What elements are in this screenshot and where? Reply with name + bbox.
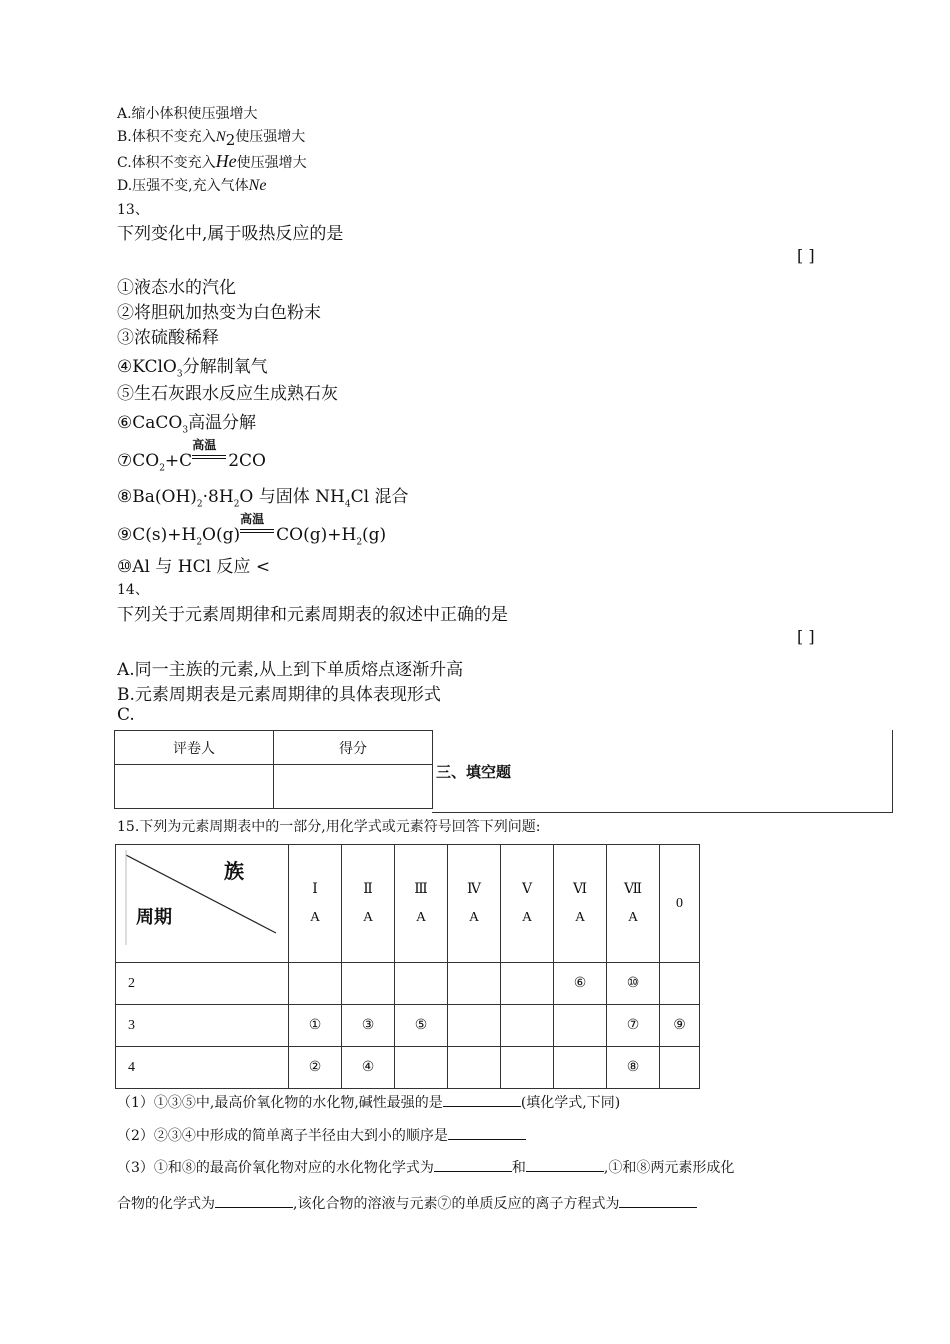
element-cell: ④ bbox=[342, 1047, 395, 1089]
q13-item-9-subscript-1: 2 bbox=[196, 537, 203, 548]
q13-item-7-subscript: 2 bbox=[159, 463, 165, 474]
q13-item-7-prefix: ⑦CO bbox=[117, 451, 160, 471]
element-cell: ⑧ bbox=[607, 1047, 660, 1089]
element-cell: ⑤ bbox=[395, 1005, 448, 1047]
element-cell bbox=[289, 963, 342, 1005]
element-cell bbox=[501, 963, 554, 1005]
reaction-condition: 高温 bbox=[192, 437, 217, 452]
q13-item-5: ⑤生石灰跟水反应生成熟石灰 bbox=[117, 384, 338, 404]
element-cell bbox=[501, 1005, 554, 1047]
q12-option-c-formula: He bbox=[215, 151, 237, 171]
q13-item-9-prefix: ⑨C(s)+H bbox=[117, 525, 197, 545]
element-cell bbox=[501, 1047, 554, 1089]
q13-item-8-prefix: ⑧Ba(OH) bbox=[117, 487, 197, 507]
q12-option-c-prefix: C.体积不变充入 bbox=[117, 155, 216, 171]
q15-sub-3-and: 和 bbox=[511, 1160, 526, 1176]
q15-sub-3-line-2 bbox=[117, 1193, 697, 1213]
element-cell: ⑨ bbox=[660, 1005, 700, 1047]
answer-blank[interactable] bbox=[434, 1157, 512, 1172]
group-header: Ⅰ A bbox=[289, 845, 342, 963]
answer-blank[interactable] bbox=[215, 1193, 293, 1208]
reaction-arrow-icon bbox=[192, 437, 228, 472]
grader-header-score: 得分 bbox=[274, 731, 433, 765]
element-cell: ⑦ bbox=[607, 1005, 660, 1047]
group-header: Ⅵ A bbox=[554, 845, 607, 963]
q13-number: 13、 bbox=[117, 202, 149, 218]
q15-sub-1-text: （1）①③⑤中,最高价氧化物的水化物,碱性最强的是 bbox=[117, 1095, 443, 1111]
element-cell bbox=[554, 1005, 607, 1047]
q14-number: 14、 bbox=[117, 582, 149, 598]
q15-sub-3-line-2-continue: ,该化合物的溶液与元素⑦的单质反应的离子方程式为 bbox=[293, 1196, 620, 1212]
period-label: 2 bbox=[116, 963, 289, 1005]
q13-item-4-prefix: ④KClO bbox=[117, 357, 177, 377]
q13-answer-bracket[interactable]: [ ] bbox=[797, 246, 815, 265]
q12-option-b-subscript: 2 bbox=[225, 130, 236, 149]
group-header: Ⅴ A bbox=[501, 845, 554, 963]
element-cell bbox=[448, 963, 501, 1005]
q15-sub-1-note: (填化学式,下同) bbox=[520, 1095, 621, 1111]
q13-item-8-mid: ·8H bbox=[202, 487, 234, 507]
section-title: 三、填空题 bbox=[436, 763, 512, 781]
q13-item-8-subscript-3: 4 bbox=[344, 499, 351, 510]
q12-option-b-prefix: B.体积不变充入 bbox=[117, 129, 216, 145]
periodic-table bbox=[115, 844, 700, 1089]
q13-item-1: ①液态水的汽化 bbox=[117, 278, 236, 298]
q13-item-7-product: 2CO bbox=[228, 451, 266, 471]
q13-stem: 下列变化中,属于吸热反应的是 bbox=[117, 224, 344, 244]
q15-sub-1 bbox=[117, 1092, 620, 1112]
q15-sub-3 bbox=[117, 1157, 734, 1177]
q12-option-d bbox=[117, 175, 266, 195]
q13-item-7-mid: +C bbox=[164, 451, 193, 471]
q13-item-2: ②将胆矾加热变为白色粉末 bbox=[117, 303, 321, 323]
element-cell bbox=[554, 1047, 607, 1089]
q13-item-9-suffix: (g) bbox=[362, 525, 387, 545]
q13-item-9-mid: O(g) bbox=[202, 525, 241, 545]
q13-item-10: ⑩Al 与 HCl 反应 < bbox=[117, 557, 271, 577]
q12-option-d-formula: Ne bbox=[248, 177, 267, 194]
element-cell: ② bbox=[289, 1047, 342, 1089]
group-header: Ⅳ A bbox=[448, 845, 501, 963]
element-cell: ③ bbox=[342, 1005, 395, 1047]
q12-option-b-suffix: 使压强增大 bbox=[235, 129, 306, 145]
q14-stem: 下列关于元素周期律和元素周期表的叙述中正确的是 bbox=[117, 605, 508, 625]
q12-option-c-suffix: 使压强增大 bbox=[236, 155, 307, 171]
q13-item-7 bbox=[117, 437, 266, 474]
q13-item-8 bbox=[117, 482, 408, 509]
table-row bbox=[116, 1047, 700, 1089]
q13-item-8-suffix: Cl 混合 bbox=[350, 487, 409, 507]
q13-item-8-subscript-2: 2 bbox=[233, 499, 240, 510]
answer-blank[interactable] bbox=[443, 1092, 521, 1107]
q13-item-4-subscript: 3 bbox=[176, 369, 183, 380]
q14-option-b: B.元素周期表是元素周期律的具体表现形式 bbox=[117, 685, 441, 705]
q13-item-8-subscript-1: 2 bbox=[196, 499, 203, 510]
q13-item-6-prefix: ⑥CaCO bbox=[117, 413, 183, 433]
q15-sub-3-continue: ,①和⑧两元素形成化 bbox=[603, 1160, 735, 1176]
q13-item-6 bbox=[117, 408, 256, 435]
table-corner-cell bbox=[116, 845, 289, 963]
group-header: Ⅱ A bbox=[342, 845, 395, 963]
grader-table bbox=[114, 730, 433, 809]
corner-label-period: 周期 bbox=[136, 907, 172, 928]
q14-option-a: A.同一主族的元素,从上到下单质熔点逐渐升高 bbox=[117, 660, 464, 680]
group-header: Ⅶ A bbox=[607, 845, 660, 963]
element-cell: ① bbox=[289, 1005, 342, 1047]
corner-label-group: 族 bbox=[224, 859, 244, 883]
q15-sub-2 bbox=[117, 1125, 526, 1145]
reaction-condition: 高温 bbox=[240, 511, 265, 526]
grader-header-reviewer: 评卷人 bbox=[115, 731, 274, 765]
q12-option-d-prefix: D.压强不变,充入气体 bbox=[117, 178, 249, 194]
answer-blank[interactable] bbox=[619, 1193, 697, 1208]
grader-reviewer-cell[interactable] bbox=[115, 765, 274, 809]
q14-option-c: C. bbox=[117, 705, 135, 725]
reaction-arrow-icon bbox=[240, 511, 276, 546]
element-cell bbox=[342, 963, 395, 1005]
element-cell bbox=[395, 1047, 448, 1089]
answer-blank[interactable] bbox=[526, 1157, 604, 1172]
table-row bbox=[116, 1005, 700, 1047]
period-label: 3 bbox=[116, 1005, 289, 1047]
q13-item-4-suffix: 分解制氧气 bbox=[182, 357, 268, 377]
q12-option-b bbox=[117, 126, 305, 149]
q12-option-b-formula: N bbox=[215, 129, 226, 145]
q12-option-a: A.缩小体积使压强增大 bbox=[117, 106, 258, 122]
q13-item-9-subscript-2: 2 bbox=[356, 537, 363, 548]
q15-sub-3-line-2-text: 合物的化学式为 bbox=[117, 1196, 215, 1212]
grader-score-cell[interactable] bbox=[274, 765, 433, 809]
element-cell bbox=[395, 963, 448, 1005]
q14-answer-bracket[interactable]: [ ] bbox=[797, 627, 815, 646]
q13-item-6-suffix: 高温分解 bbox=[188, 413, 257, 433]
element-cell: ⑩ bbox=[607, 963, 660, 1005]
q13-item-9 bbox=[117, 511, 387, 548]
group-header: 0 bbox=[660, 845, 700, 963]
element-cell bbox=[448, 1005, 501, 1047]
q13-item-8-mid2: O 与固体 NH bbox=[239, 487, 345, 507]
q15-stem: 15.下列为元素周期表中的一部分,用化学式或元素符号回答下列问题: bbox=[117, 819, 541, 835]
element-cell bbox=[660, 963, 700, 1005]
element-cell bbox=[448, 1047, 501, 1089]
q15-sub-3-text: （3）①和⑧的最高价氧化物对应的水化物化学式为 bbox=[117, 1160, 434, 1176]
q13-item-6-subscript: 3 bbox=[182, 425, 189, 436]
q15-sub-2-text: （2）②③④中形成的简单离子半径由大到小的顺序是 bbox=[117, 1128, 448, 1144]
q12-option-c bbox=[117, 151, 307, 172]
period-label: 4 bbox=[116, 1047, 289, 1089]
answer-blank[interactable] bbox=[448, 1125, 526, 1140]
table-row bbox=[116, 963, 700, 1005]
element-cell: ⑥ bbox=[554, 963, 607, 1005]
element-cell bbox=[660, 1047, 700, 1089]
q13-item-3: ③浓硫酸稀释 bbox=[117, 328, 219, 348]
q13-item-9-mid2: CO(g)+H bbox=[276, 525, 357, 545]
group-header: Ⅲ A bbox=[395, 845, 448, 963]
q13-item-4 bbox=[117, 352, 268, 379]
